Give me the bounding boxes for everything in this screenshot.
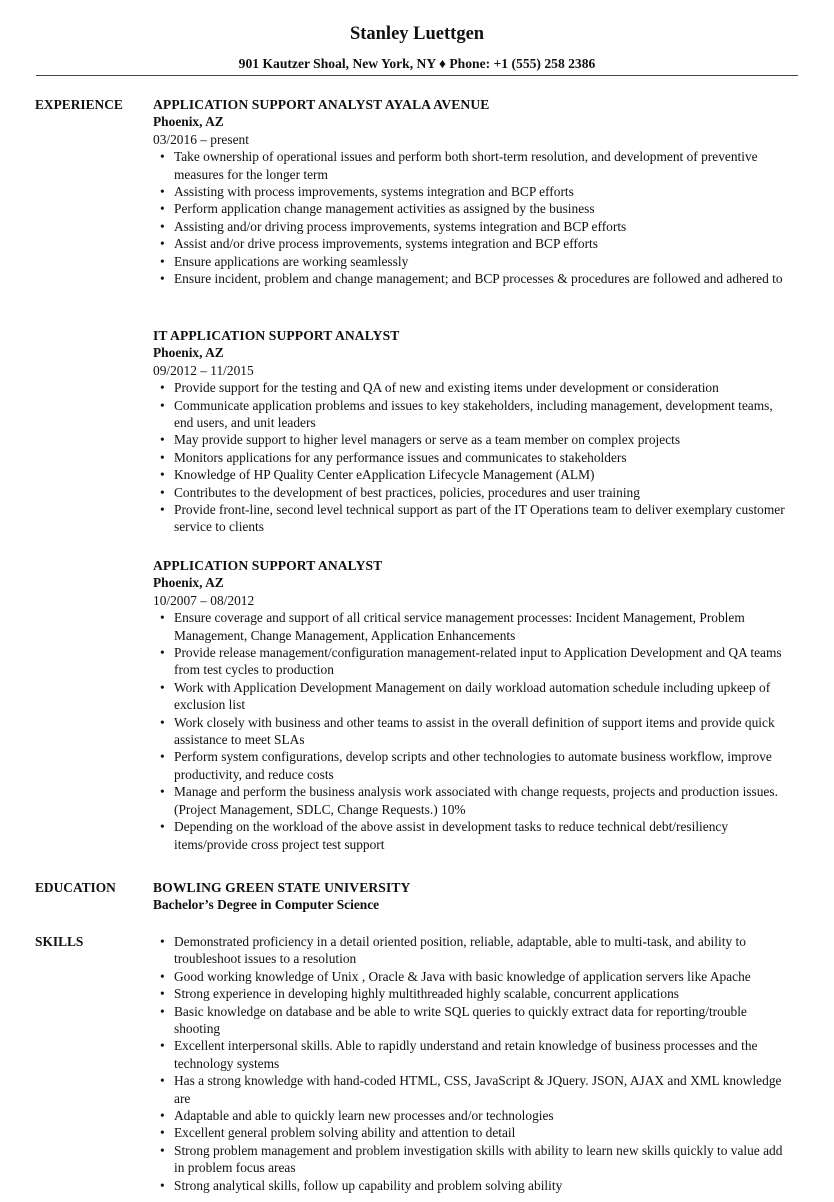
list-item: • Ensure coverage and support of all critical service management processes: Incident Management, Problem Management, Change Management, Application Enhancements [153,609,793,644]
list-item: • Has a strong knowledge with hand-coded HTML, CSS, JavaScript & JQuery. JSON, AJAX and XML knowledge are [153,1072,793,1107]
job-entry [153,327,793,536]
list-item: • Demonstrated proficiency in a detail oriented position, reliable, adaptable, able to multi-task, and ability to troubleshoot issues to a resolution [153,933,793,968]
education-label: EDUCATION [35,880,116,895]
job-entry [153,96,793,287]
skills-bullets [153,933,793,1194]
degree: Bachelor’s Degree in Computer Science [153,897,380,913]
list-item: • Assisting and/or driving process improvements, systems integration and BCP efforts [153,218,793,235]
list-item: • Good working knowledge of Unix , Oracle & Java with basic knowledge of application servers like Apache [153,968,793,985]
job-bullets [153,148,793,287]
list-item: • Strong experience in developing highly multithreaded highly scalable, concurrent applications [153,985,793,1002]
list-item: • May provide support to higher level managers or serve as a team member on complex projects [153,431,793,448]
list-item: • Assist and/or drive process improvements, systems integration and BCP efforts [153,235,793,252]
job-location: Phoenix, AZ [153,114,224,130]
list-item: • Perform system configurations, develop scripts and other technologies to automate business workflow, improve productivity, and reduce costs [153,748,793,783]
education-entry [153,879,793,914]
list-item: • Assisting with process improvements, systems integration and BCP efforts [153,183,793,200]
list-item: • Ensure applications are working seamlessly [153,253,793,270]
list-item: • Provide support for the testing and QA of new and existing items under development or consideration [153,379,793,396]
job-title: APPLICATION SUPPORT ANALYST AYALA AVENUE [153,97,490,112]
job-dates: 10/2007 – 08/2012 [153,592,255,608]
list-item: • Work with Application Development Management on daily workload automation schedule including upkeep of exclusion list [153,679,793,714]
contact-line: 901 Kautzer Shoal, New York, NY ♦ Phone: +1 (555) 258 2386 [238,56,596,71]
list-item: • Manage and perform the business analysis work associated with change requests, projects and production issues. (Project Management, SDLC, Change Requests.) 10% [153,783,793,818]
job-dates: 09/2012 – 11/2015 [153,362,254,378]
job-location: Phoenix, AZ [153,345,224,361]
list-item: • Strong analytical skills, follow up capability and problem solving ability [153,1177,793,1194]
list-item: • Basic knowledge on database and be able to write SQL queries to quickly extract data for reporting/trouble shooting [153,1003,793,1038]
skills-label: SKILLS [35,934,84,949]
job-location: Phoenix, AZ [153,575,224,591]
list-item: • Take ownership of operational issues and perform both short-term resolution, and development of preventive measures for the longer term [153,148,793,183]
experience-label: EXPERIENCE [35,97,123,112]
school-name: BOWLING GREEN STATE UNIVERSITY [153,880,411,895]
job-entry [153,557,793,853]
job-bullets [153,609,793,853]
list-item: • Excellent interpersonal skills. Able to rapidly understand and retain knowledge of business processes and the technology systems [153,1037,793,1072]
candidate-name: Stanley Luettgen [349,24,485,44]
list-item: • Ensure incident, problem and change management; and BCP processes & procedures are followed and adhered to [153,270,793,287]
list-item: • Provide release management/configuration management-related input to Application Development and QA teams from test cycles to production [153,644,793,679]
list-item: • Monitors applications for any performance issues and communicates to stakeholders [153,449,793,466]
list-item: • Contributes to the development of best practices, policies, procedures and user training [153,484,793,501]
list-item: • Knowledge of HP Quality Center eApplication Lifecycle Management (ALM) [153,466,793,483]
job-title: APPLICATION SUPPORT ANALYST [153,558,383,573]
list-item: • Communicate application problems and issues to key stakeholders, including management, development teams, end users, and unit leaders [153,397,793,432]
list-item: • Excellent general problem solving ability and attention to detail [153,1124,793,1141]
job-dates: 03/2016 – present [153,131,249,147]
job-title: IT APPLICATION SUPPORT ANALYST [153,328,400,343]
header-divider [36,75,798,76]
list-item: • Adaptable and able to quickly learn new processes and/or technologies [153,1107,793,1124]
list-item: • Perform application change management activities as assigned by the business [153,200,793,217]
list-item: • Provide front-line, second level technical support as part of the IT Operations team to deliver exemplary customer service to clients [153,501,793,536]
list-item: • Work closely with business and other teams to assist in the overall definition of support items and provide quick assistance to meet SLAs [153,714,793,749]
skills-entry [153,933,793,1194]
list-item: • Strong problem management and problem investigation skills with ability to learn new skills quickly to value add in problem focus areas [153,1142,793,1177]
job-bullets [153,379,793,536]
list-item: • Depending on the workload of the above assist in development tasks to reduce technical debt/resiliency items/provide cross project test support [153,818,793,853]
